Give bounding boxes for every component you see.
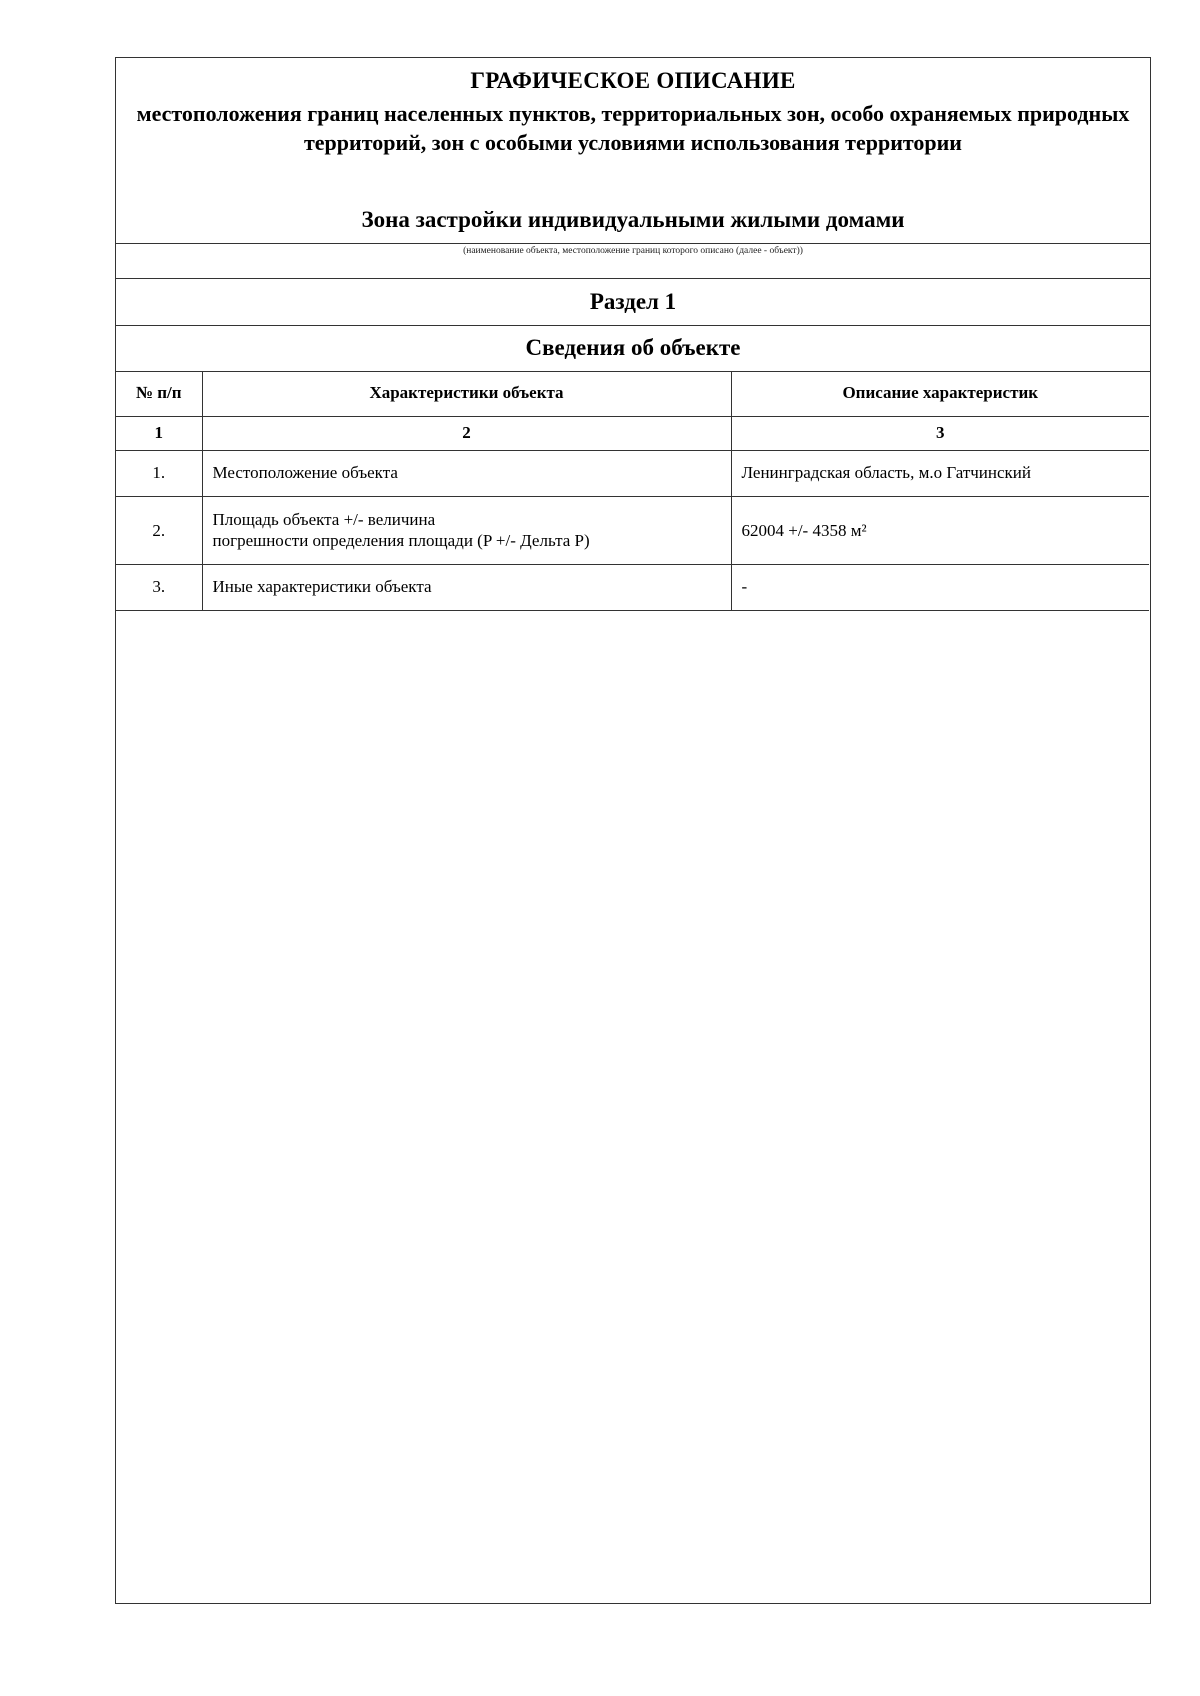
row-characteristic-line: Площадь объекта +/- величина xyxy=(212,510,436,529)
document-frame xyxy=(115,57,1151,1604)
row-characteristic xyxy=(202,564,731,610)
section-heading: Сведения об объекте xyxy=(116,325,1150,372)
column-header-description: Описание характеристик xyxy=(731,371,1149,416)
object-info-table xyxy=(116,371,1149,611)
row-characteristic xyxy=(202,496,731,564)
column-number-2: 2 xyxy=(202,416,731,450)
document-title: ГРАФИЧЕСКОЕ ОПИСАНИЕ xyxy=(470,68,796,93)
table-header-row xyxy=(116,371,1149,416)
row-description: Ленинградская область, м.о Гатчинский xyxy=(731,450,1149,496)
table-row xyxy=(116,496,1149,564)
row-number: 2. xyxy=(116,496,202,564)
column-number-1: 1 xyxy=(116,416,202,450)
row-description: - xyxy=(731,564,1149,610)
object-name: Зона застройки индивидуальными жилыми домами xyxy=(361,207,905,232)
row-characteristic xyxy=(202,450,731,496)
document-subtitle: местоположения границ населенных пунктов, территориальных зон, особо охраняемых природных территорий, зон с особыми условиями использования территории xyxy=(136,101,1130,155)
row-characteristic-line: погрешности определения площади (P +/- Дельта P) xyxy=(212,531,590,550)
column-number-3: 3 xyxy=(731,416,1149,450)
row-number: 3. xyxy=(116,564,202,610)
row-number: 1. xyxy=(116,450,202,496)
document-header xyxy=(116,58,1150,244)
section-label: Раздел 1 xyxy=(116,279,1150,326)
row-characteristic-line: Местоположение объекта xyxy=(212,463,398,482)
table-row xyxy=(116,564,1149,610)
table-column-numbers-row xyxy=(116,416,1149,450)
object-caption: (наименование объекта, местоположение границ которого описано (далее - объект)) xyxy=(116,243,1150,279)
row-characteristic-line: Иные характеристики объекта xyxy=(212,577,432,596)
column-header-number: № п/п xyxy=(116,371,202,416)
column-header-characteristic: Характеристики объекта xyxy=(202,371,731,416)
table-row xyxy=(116,450,1149,496)
row-description: 62004 +/- 4358 м² xyxy=(731,496,1149,564)
